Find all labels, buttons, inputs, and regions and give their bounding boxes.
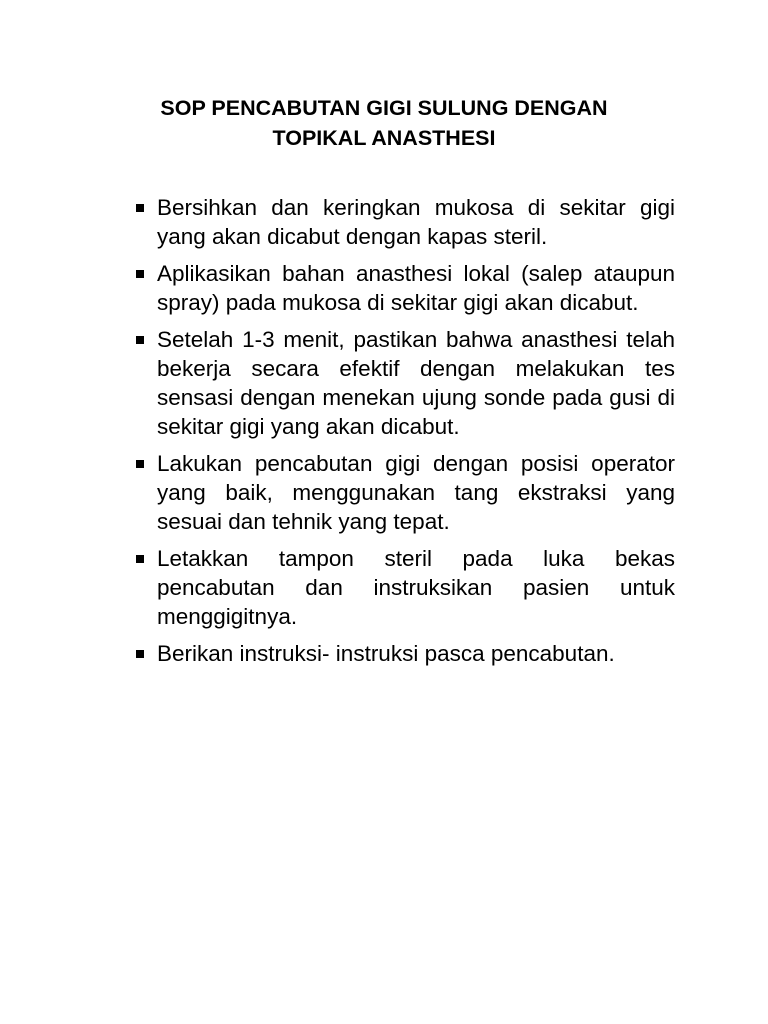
title-line-1: SOP PENCABUTAN GIGI SULUNG DENGAN [160,96,608,120]
list-item [133,193,675,251]
list-item-text: Aplikasikan bahan anasthesi lokal (salep ataupun spray) pada mukosa di sekitar gigi akan dicabut. [157,261,675,315]
list-item [133,449,675,536]
list-item [133,259,675,317]
list-item [133,544,675,631]
list-item [133,639,675,668]
square-bullet-icon [133,639,157,668]
document-title [100,93,668,153]
square-bullet-icon [133,544,157,573]
list-item-text: Berikan instruksi- instruksi pasca pencabutan. [157,641,615,666]
square-bullet-icon [133,193,157,222]
square-bullet-icon [133,325,157,354]
list-item [133,325,675,441]
procedure-list [133,193,675,676]
list-item-text: Letakkan tampon steril pada luka bekas pencabutan dan instruksikan pasien untuk menggigitnya. [157,546,675,629]
list-item-text: Lakukan pencabutan gigi dengan posisi operator yang baik, menggunakan tang ekstraksi yang sesuai dan tehnik yang tepat. [157,451,675,534]
list-item-text: Bersihkan dan keringkan mukosa di sekitar gigi yang akan dicabut dengan kapas steril. [157,195,675,249]
title-line-2: TOPIKAL ANASTHESI [272,126,496,150]
list-item-text: Setelah 1-3 menit, pastikan bahwa anasthesi telah bekerja secara efektif dengan melakukan tes sensasi dengan menekan ujung sonde pada gusi di sekitar gigi yang akan dicabut. [157,327,675,439]
square-bullet-icon [133,449,157,478]
square-bullet-icon [133,259,157,288]
